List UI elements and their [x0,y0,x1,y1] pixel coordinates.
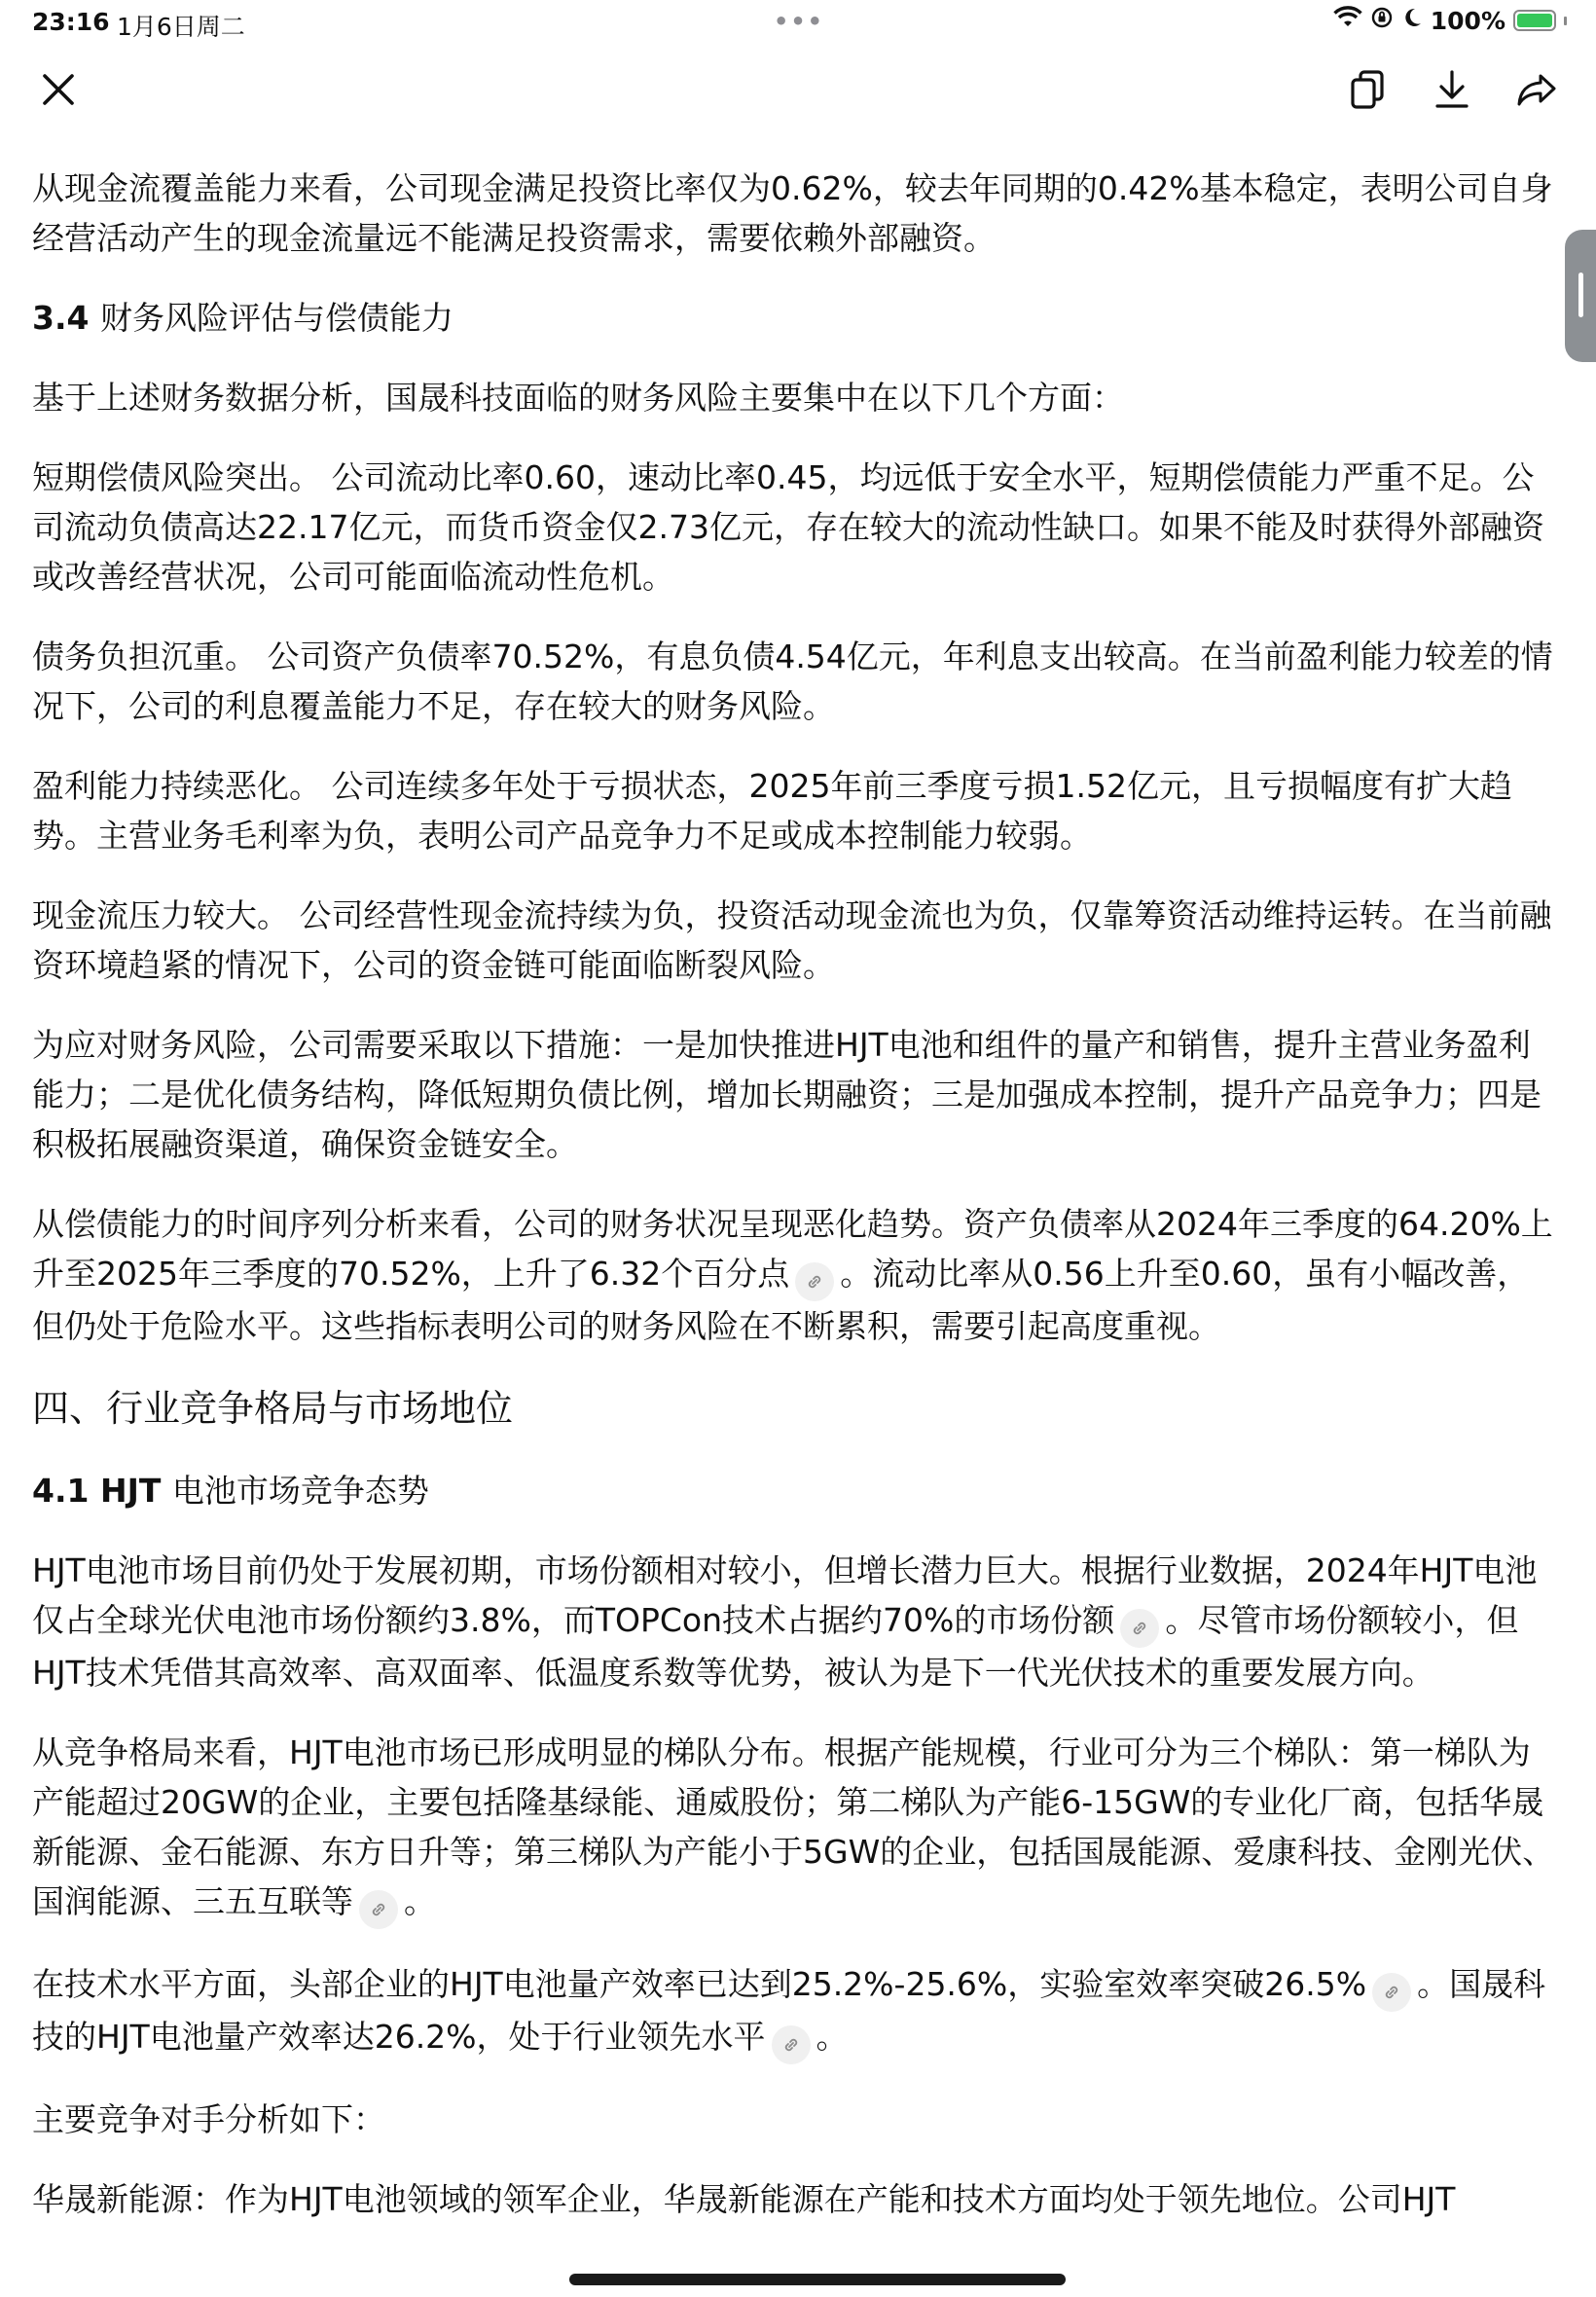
paragraph: 债务负担沉重。 公司资产负债率70.52%，有息负债4.54亿元，年利息支出较高。在当前盈利能力较差的情况下，公司的利息覆盖能力不足，存在较大的财务风险。 [32,638,1553,725]
close-button[interactable] [27,55,90,125]
battery-icon [1513,10,1556,31]
share-button[interactable] [1505,55,1568,125]
section-number: 4.1 HJT [32,1472,162,1510]
paragraph [32,1546,1560,1697]
paragraph [32,1959,1560,2064]
multitask-dots[interactable]: ••• [774,8,825,35]
citation-link-icon[interactable] [1120,1609,1159,1648]
wifi-icon [1333,6,1362,35]
document-content [32,164,1560,2254]
share-icon [1515,70,1558,109]
citation-link-icon[interactable] [772,2025,811,2064]
download-icon [1433,68,1471,111]
paragraph-text: 从竞争格局来看，HJT电池市场已形成明显的梯队分布。根据产能规模，行业可分为三个梯队：第一梯队为产能超过20GW的企业，主要包括隆基绿能、通威股份；第二梯队为产能6-15GW的专业化厂商，包括华晟新能源、金石能源、东方日升等；第三梯队为产能小于5GW的企业，包括国晟能源、爱康科技、金刚光伏、国润能源、三五互联等 [32,1733,1555,1920]
copy-button[interactable] [1336,55,1398,125]
citation-link-icon[interactable] [795,1262,834,1301]
paragraph [32,1728,1560,1929]
paragraph-text: HJT电池市场目前仍处于发展初期，市场份额相对较小，但增长潜力巨大。根据行业数据，2024年HJT电池仅占全球光伏电池市场份额约3.8%，而TOPCon技术占据约70%的市场份额 [32,1551,1538,1639]
battery-cap [1564,17,1567,25]
paragraph-text: 从偿债能力的时间序列分析来看，公司的财务状况呈现恶化趋势。资产负债率从2024年三季度的64.20%上升至2025年三季度的70.52%，上升了6.32个百分点 [32,1205,1553,1293]
paragraph-text: 。尽管市场份额较小，但HJT技术凭借其高效率、高双面率、低温度系数等优势，被认为是下一代光伏技术的重要发展方向。 [32,1601,1519,1692]
top-toolbar [0,55,1596,132]
paragraph-text: 在技术水平方面，头部企业的HJT电池量产效率已达到25.2%-25.6%，实验室效率突破26.5% [32,1965,1367,2003]
scroll-handle[interactable] [1565,230,1596,362]
paragraph: 现金流压力较大。 公司经营性现金流持续为负，投资活动现金流也为负，仅靠筹资活动维持运转。在当前融资环境趋紧的情况下，公司的资金链可能面临断裂风险。 [32,896,1552,984]
status-bar [0,0,1596,47]
status-date: 1月6日周二 [117,13,245,41]
close-icon [39,70,78,109]
moon-icon [1401,6,1423,35]
paragraph: 为应对财务风险，公司需要采取以下措施：一是加快推进HJT电池和组件的量产和销售，提升主营业务盈利能力；二是优化债务结构，降低短期负债比例，增加长期融资；三是加强成本控制，提升产品竞争力；四是积极拓展融资渠道，确保资金链安全。 [32,1026,1542,1163]
paragraph-text: 。国晟科技的HJT电池量产效率达26.2%，处于行业领先水平 [32,1965,1546,2056]
paragraph: 从现金流覆盖能力来看，公司现金满足投资比率仅为0.62%，较去年同期的0.42%基本稳定，表明公司自身经营活动产生的现金流量远不能满足投资需求，需要依赖外部融资。 [32,169,1553,257]
paragraph-text: 。流动比率从0.56上升至0.60，虽有小幅改善，但仍处于危险水平。这些指标表明公司的财务风险在不断累积，需要引起高度重视。 [32,1255,1530,1345]
download-button[interactable] [1421,55,1483,125]
paragraph-text: 。 [404,1882,436,1920]
status-time: 23:16 [32,8,110,36]
chapter-heading: 四、行业竞争格局与市场地位 [32,1387,514,1430]
section-title: 财务风险评估与偿债能力 [99,299,453,337]
paragraph: 华晟新能源：作为HJT电池领域的领军企业，华晟新能源在产能和技术方面均处于领先地位。公司HJT [32,2180,1456,2218]
status-indicators [1333,6,1567,35]
battery-percent: 100% [1430,6,1505,35]
section-heading-4-1 [32,1466,1560,1515]
copy-icon [1348,68,1387,111]
section-heading-3-4 [32,293,1560,343]
section-number: 3.4 [32,299,90,337]
citation-link-icon[interactable] [1372,1973,1411,2012]
paragraph-text: 。 [816,2018,849,2056]
paragraph: 盈利能力持续恶化。 公司连续多年处于亏损状态，2025年前三季度亏损1.52亿元，且亏损幅度有扩大趋势。主营业务毛利率为负，表明公司产品竞争力不足或成本控制能力较弱。 [32,767,1512,855]
home-indicator[interactable] [569,2274,1066,2285]
citation-link-icon[interactable] [359,1890,398,1929]
paragraph [32,1199,1560,1351]
screen-lock-icon [1370,6,1394,35]
paragraph: 短期偿债风险突出。 公司流动比率0.60，速动比率0.45，均远低于安全水平，短期偿债能力严重不足。公司流动负债高达22.17亿元，而货币资金仅2.73亿元，存在较大的流动性缺口。如果不能及时获得外部融资或改善经营状况，公司可能面临流动性危机。 [32,458,1544,596]
paragraph: 主要竞争对手分析如下： [32,2100,385,2138]
paragraph: 基于上述财务数据分析，国晟科技面临的财务风险主要集中在以下几个方面： [32,379,1124,417]
section-title: 电池市场竞争态势 [171,1472,429,1510]
